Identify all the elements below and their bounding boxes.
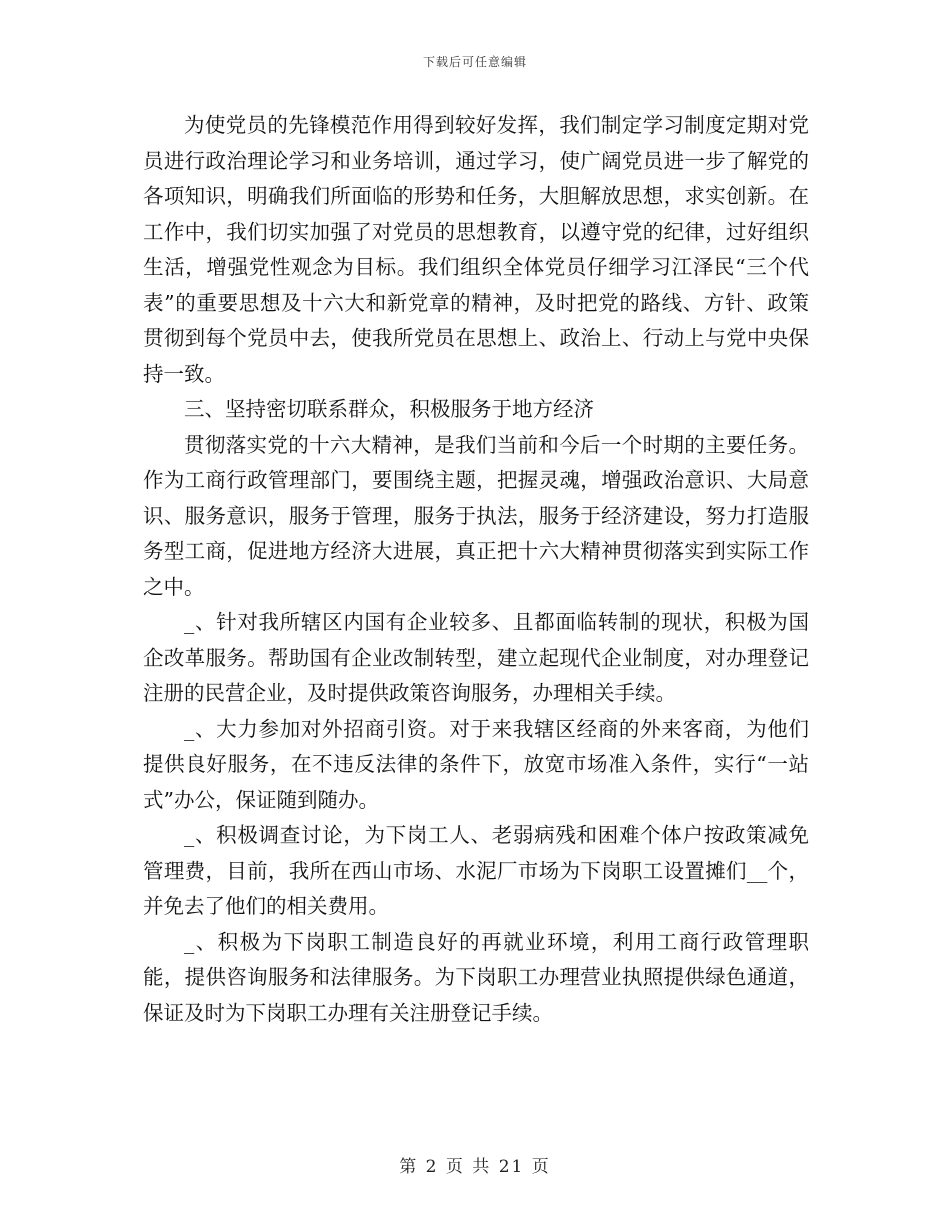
paragraph-fee-reduction: _、积极调查讨论，为下岗工人、老弱病残和困难个体户按政策减免管理费，目前，我所在西山市场、水泥厂市场为下岗职工设置摊们__个，并免去了他们的相关费用。 [143,823,809,918]
paragraph-reemployment: _、积极为下岗职工制造良好的再就业环境，利用工商行政管理职能，提供咨询服务和法律服务。为下岗职工办理营业执照提供绿色通道，保证及时为下岗职工办理有关注册登记手续。 [143,929,809,1025]
paragraph-sixteenth-congress: 贯彻落实党的十六大精神，是我们当前和今后一个时期的主要任务。作为工商行政管理部门，要围绕主题，把握灵魂，增强政治意识、大局意识、服务意识，服务于管理，服务于执法，服务于经济建设，努力打造服务型工商，促进地方经济大进展，真正把十六大精神贯彻落实到实际工作之中。 [143,432,809,599]
page-header-note: 下载后可任意编辑 [422,55,527,69]
paragraph-party-education: 为使党员的先锋模范作用得到较好发挥，我们制定学习制度定期对党员进行政治理论学习和业务培训，通过学习，使广阔党员进一步了解党的各项知识，明确我们所面临的形势和任务，大胆解放思想，求实创新。在工作中，我们切实加强了对党员的思想教育，以遵守党的纪律，过好组织生活，增强党性观念为目标。我们组织全体党员仔细学习江泽民“三个代表”的重要思想及十六大和新党章的精神，及时把党的路线、方针、政策贯彻到每个党员中去，使我所党员在思想上、政治上、行动上与党中央保持一致。 [143,113,809,386]
section-heading-three: 三、坚持密切联系群众，积极服务于地方经济 [184,397,594,421]
paragraph-soe-reform: _、针对我所辖区内国有企业较多、且都面临转制的现状，积极为国企改革服务。帮助国有企业改制转型，建立起现代企业制度，对办理登记注册的民营企业，及时提供政策咨询服务，办理相关手续。 [143,610,809,705]
paragraph-investment: _、大力参加对外招商引资。对于来我辖区经商的外来客商，为他们提供良好服务，在不违反法律的条件下，放宽市场准入条件，实行“一站式”办公，保证随到随办。 [143,716,809,812]
page-number: 第 2 页 共 21 页 [399,1157,551,1177]
document-body [143,108,809,1031]
